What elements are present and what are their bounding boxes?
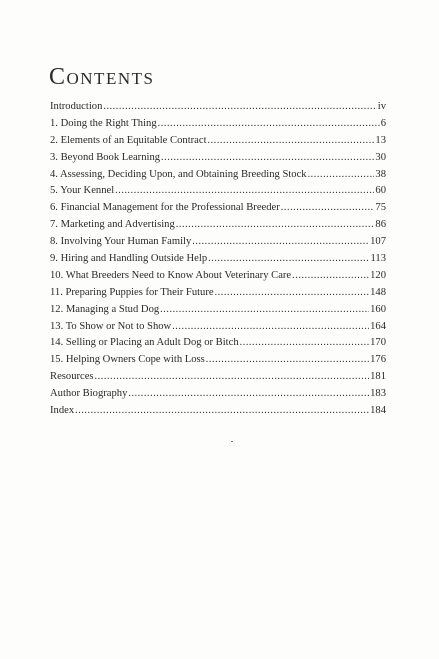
- toc-entry-page: 86: [375, 219, 386, 231]
- dot-leader: [95, 369, 370, 386]
- toc-entry-page: 176: [370, 354, 386, 366]
- dot-leader: [292, 268, 369, 285]
- toc-entry: [50, 268, 386, 285]
- toc-entry-page: 113: [370, 253, 386, 265]
- toc-entry-page: 38: [375, 168, 386, 180]
- toc-entry-title: 7. Marketing and Advertising: [50, 219, 175, 231]
- toc-entry-title: 1. Doing the Right Thing: [50, 117, 157, 129]
- toc-entry-page: 184: [370, 405, 386, 417]
- dot-leader: [161, 150, 374, 167]
- toc-entry-page: 107: [370, 236, 386, 248]
- toc-entry: [50, 99, 386, 116]
- dot-leader: [281, 200, 375, 217]
- toc-entry-title: Index: [50, 405, 75, 417]
- toc-entry-page: 13: [375, 134, 386, 146]
- toc-entry-title: 6. Financial Management for the Professional Breeder: [50, 202, 280, 214]
- toc-entry-page: 164: [370, 320, 386, 332]
- toc-entry-page: 181: [370, 371, 386, 383]
- dot-leader: [115, 183, 374, 200]
- toc-entry-page: 120: [370, 269, 386, 281]
- toc-entry: [50, 369, 386, 386]
- toc-entry-page: 183: [370, 388, 386, 400]
- toc-entry-title: 13. To Show or Not to Show: [50, 320, 172, 332]
- dot-leader: [160, 302, 369, 319]
- dot-leader: [192, 234, 369, 251]
- toc-entry-title: Introduction: [50, 101, 103, 112]
- toc-entry-title: Author Biography: [50, 388, 128, 400]
- paper-speck: [231, 441, 233, 442]
- toc-entry-title: 15. Helping Owners Cope with Loss: [50, 354, 205, 366]
- toc-entry: [50, 183, 386, 200]
- toc-entry-title: 5. Your Kennel: [50, 185, 115, 197]
- toc-entry-title: 2. Elements of an Equitable Contract: [50, 134, 207, 146]
- toc-entry: [50, 319, 386, 336]
- dot-leader: [128, 386, 369, 403]
- toc-entry: [50, 335, 386, 352]
- toc-entry: [50, 285, 386, 302]
- toc-entry-page: 160: [370, 303, 386, 315]
- dot-leader: [240, 335, 369, 352]
- toc-entry: [50, 386, 386, 403]
- toc-entry-title: 3. Beyond Book Learning: [50, 151, 161, 163]
- toc-entry-page: 148: [370, 286, 386, 298]
- toc-entry: [50, 234, 386, 251]
- toc-entry-title: 14. Selling or Placing an Adult Dog or Bitch: [50, 337, 239, 349]
- toc-entry-title: 11. Preparing Puppies for Their Future: [50, 286, 214, 298]
- dot-leader: [176, 217, 375, 234]
- toc-entry: [50, 217, 386, 234]
- toc-entry: [50, 352, 386, 369]
- dot-leader: [103, 99, 376, 116]
- toc-entry-page: iv: [377, 101, 386, 112]
- dot-leader: [208, 133, 375, 150]
- toc-entry-page: 6: [380, 117, 386, 129]
- toc-entry: [50, 200, 386, 217]
- toc-entry-page: 75: [375, 202, 386, 214]
- toc-entry: [50, 251, 386, 268]
- dot-leader: [158, 116, 380, 133]
- contents-heading: Contents: [49, 64, 155, 90]
- dot-leader: [208, 251, 369, 268]
- dot-leader: [215, 285, 370, 302]
- toc-entry-page: 30: [375, 151, 386, 163]
- toc-entry: [50, 116, 386, 133]
- toc-entry: [50, 403, 386, 420]
- toc-entry-title: Resources: [50, 371, 94, 383]
- toc-entry: [50, 150, 386, 167]
- table-of-contents: [50, 99, 386, 420]
- dot-leader: [75, 403, 369, 420]
- toc-entry-title: 10. What Breeders Need to Know About Veterinary Care: [50, 269, 292, 281]
- dot-leader: [172, 319, 369, 336]
- toc-entry-title: 4. Assessing, Deciding Upon, and Obtaining Breeding Stock: [50, 168, 307, 180]
- toc-entry-page: 170: [370, 337, 386, 349]
- toc-entry: [50, 133, 386, 150]
- toc-entry-page: 60: [375, 185, 386, 197]
- toc-entry: [50, 302, 386, 319]
- toc-entry: [50, 167, 386, 184]
- toc-entry-title: 8. Involving Your Human Family: [50, 236, 192, 248]
- dot-leader: [206, 352, 369, 369]
- toc-entry-title: 12. Managing a Stud Dog: [50, 303, 160, 315]
- dot-leader: [308, 167, 375, 184]
- toc-entry-title: 9. Hiring and Handling Outside Help: [50, 253, 208, 265]
